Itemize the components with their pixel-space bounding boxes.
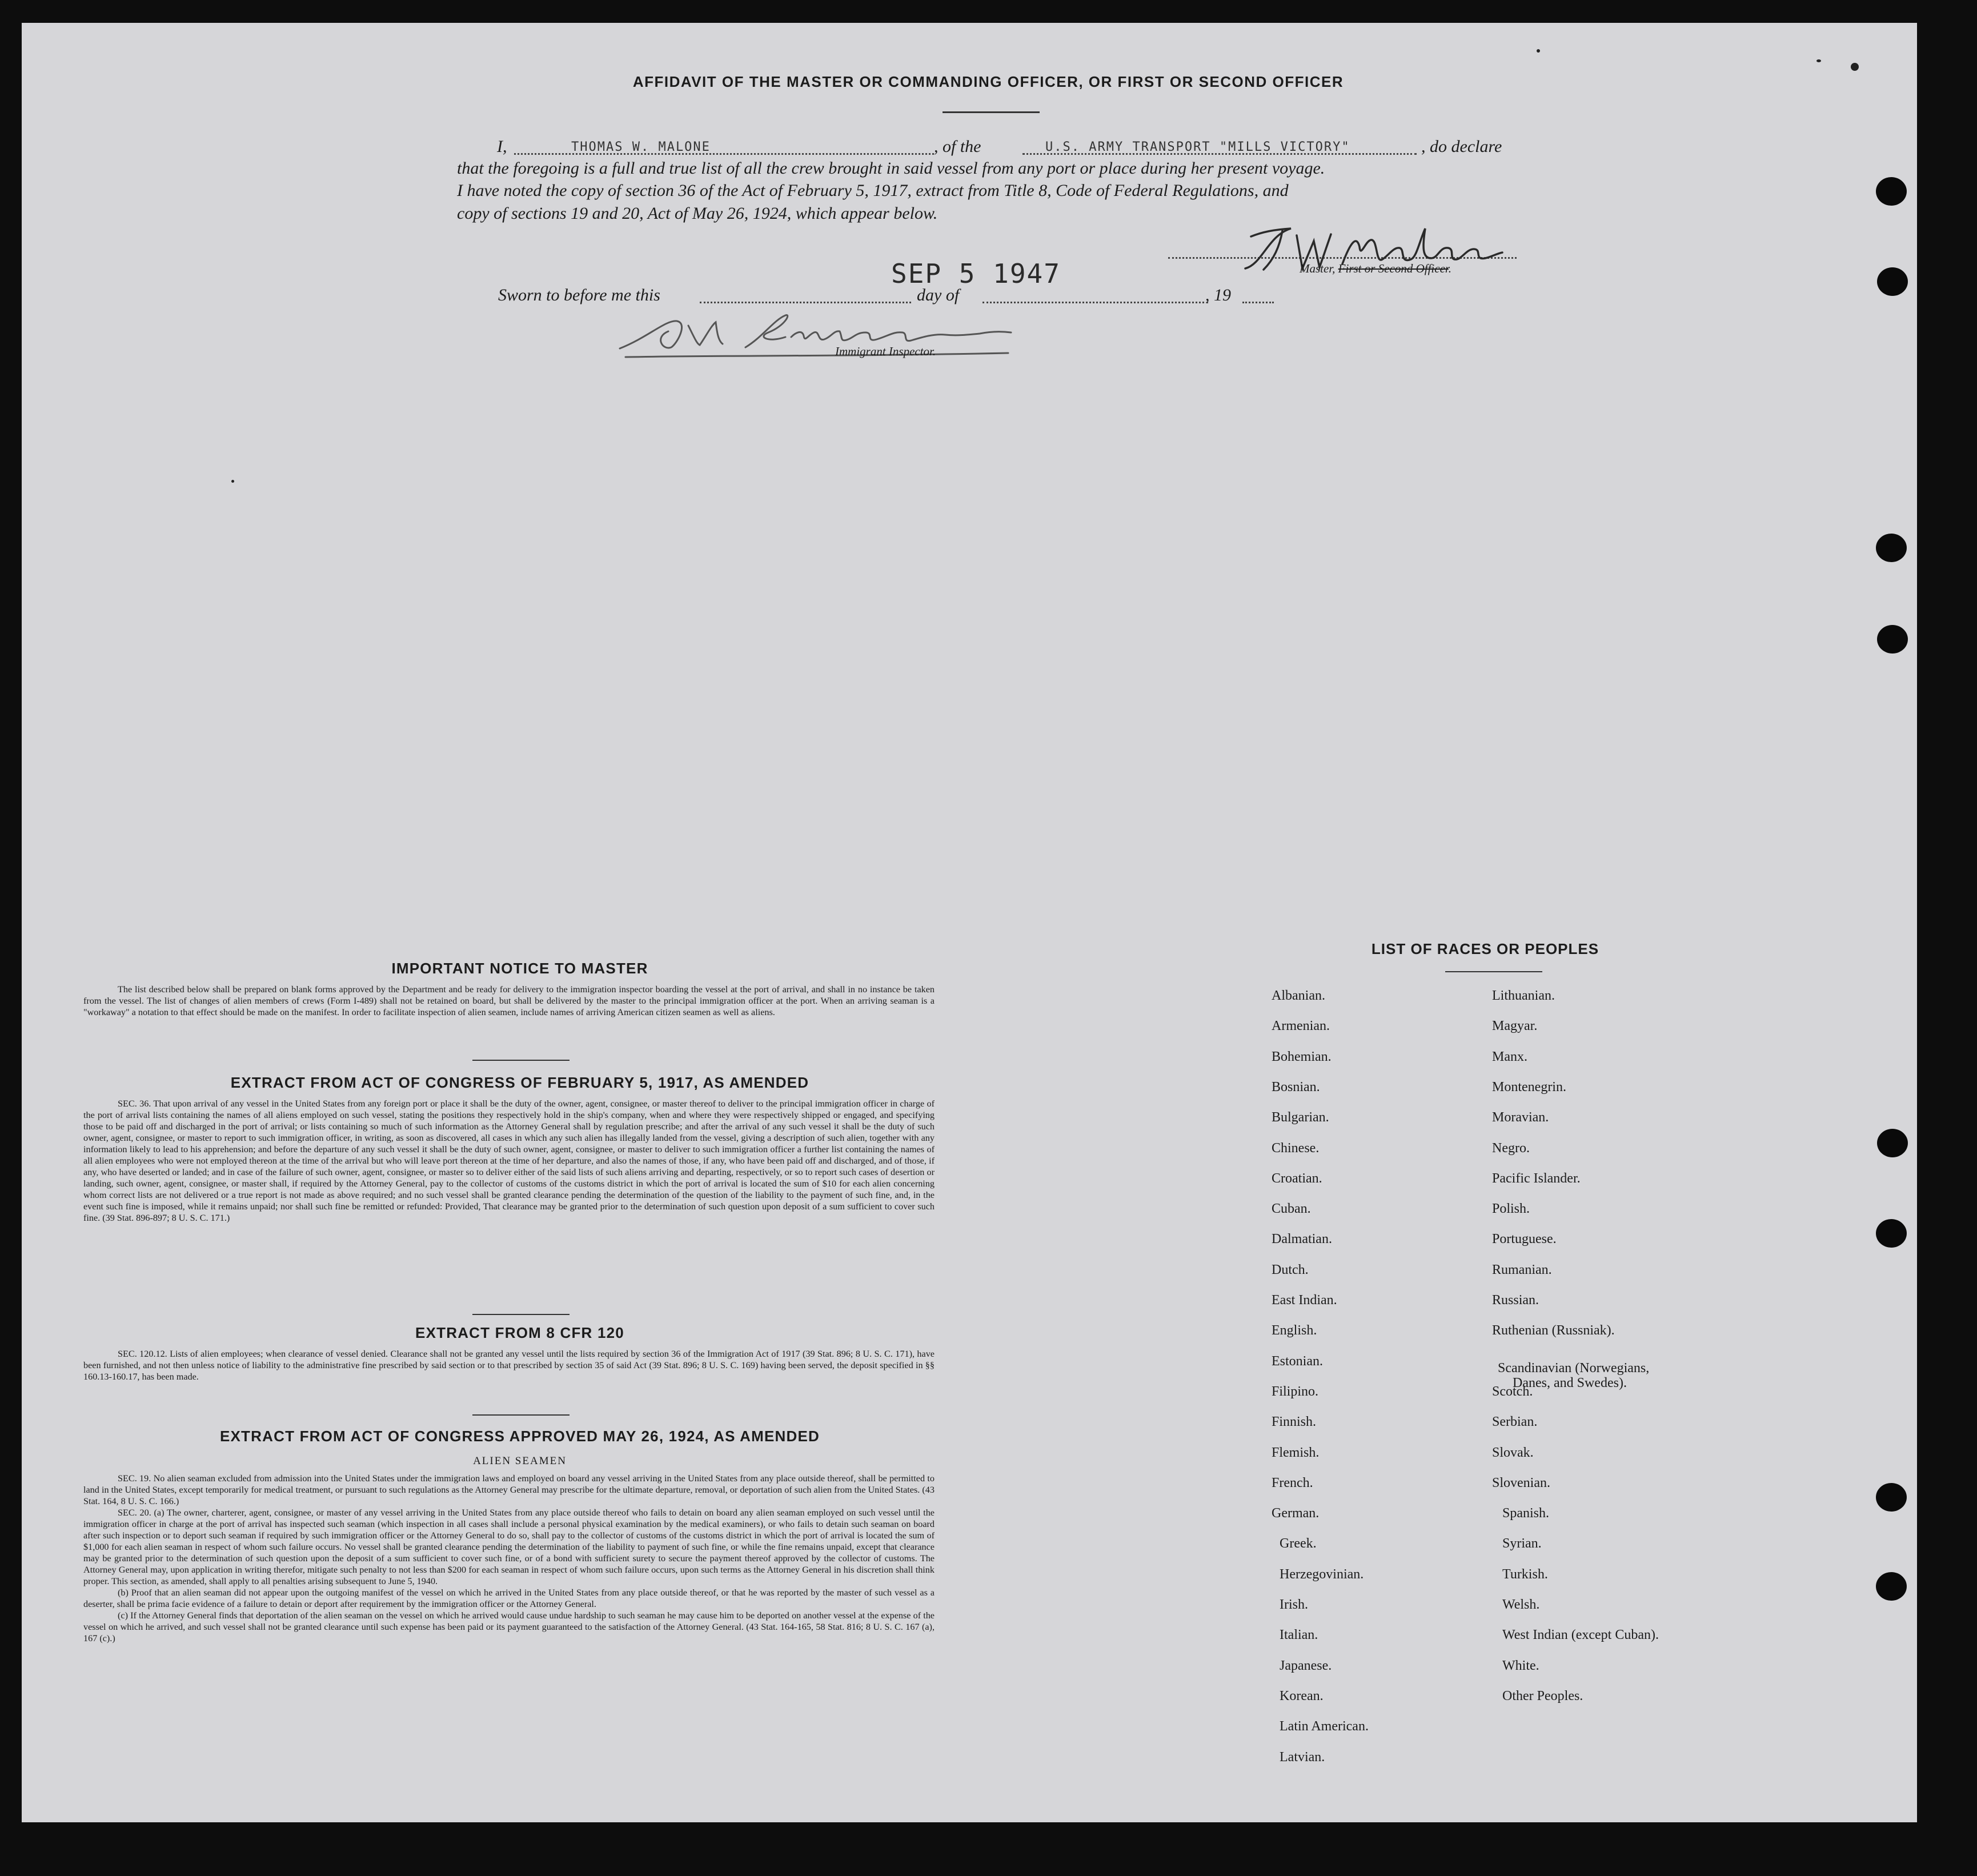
sworn-label: Sworn to before me this bbox=[498, 286, 660, 304]
affidavit-do-declare: , do declare bbox=[1421, 137, 1502, 156]
section-divider bbox=[472, 1314, 570, 1315]
race-item: Pacific Islander. bbox=[1492, 1171, 1581, 1186]
race-item: Lithuanian. bbox=[1492, 988, 1555, 1003]
punch-hole bbox=[1877, 1129, 1908, 1157]
race-item: Herzegovinian. bbox=[1280, 1566, 1364, 1582]
sec-20b-paragraph: (b) Proof that an alien seaman did not appear upon the outgoing manifest of the vessel on which he arrived in the United States from any place outside thereof, or that he was reported by the master of such vessel as a deserter, shall be prima facie evidence of a failure to detain or deport after requirement by the immigration officer or the Attorney General. bbox=[83, 1588, 935, 1609]
races-underline bbox=[1445, 971, 1542, 972]
race-item: Irish. bbox=[1280, 1597, 1308, 1612]
race-item: Italian. bbox=[1280, 1628, 1318, 1643]
race-item: Dutch. bbox=[1272, 1262, 1309, 1277]
race-item: Scotch. bbox=[1492, 1384, 1533, 1399]
punch-hole bbox=[1876, 177, 1907, 206]
sworn-year-line bbox=[1242, 302, 1274, 303]
sworn-month-line bbox=[983, 302, 1208, 303]
inspector-signature bbox=[614, 303, 1014, 366]
race-item: Negro. bbox=[1492, 1140, 1530, 1156]
race-item: Estonian. bbox=[1272, 1353, 1323, 1369]
race-item: Portuguese. bbox=[1492, 1232, 1557, 1247]
punch-hole bbox=[1876, 1219, 1907, 1248]
sworn-day-of: day of bbox=[917, 286, 960, 304]
race-item: Russian. bbox=[1492, 1293, 1539, 1308]
race-item: Latin American. bbox=[1280, 1719, 1369, 1734]
extract-cfr-text bbox=[83, 1348, 935, 1382]
race-item: Greek. bbox=[1280, 1536, 1317, 1552]
notice-text bbox=[83, 984, 935, 1018]
race-item: Serbian. bbox=[1492, 1414, 1538, 1430]
race-item: Slovak. bbox=[1492, 1445, 1534, 1460]
section-divider bbox=[472, 1414, 570, 1416]
race-item: Bulgarian. bbox=[1272, 1110, 1329, 1125]
punch-hole bbox=[1876, 1483, 1907, 1512]
race-item: West Indian (except Cuban). bbox=[1502, 1628, 1659, 1643]
race-item: Korean. bbox=[1280, 1688, 1324, 1703]
race-item: East Indian. bbox=[1272, 1293, 1337, 1308]
race-item: Bosnian. bbox=[1272, 1079, 1320, 1095]
race-item: English. bbox=[1272, 1323, 1317, 1338]
extract-cfr-title: EXTRACT FROM 8 CFR 120 bbox=[415, 1324, 624, 1341]
notice-title: IMPORTANT NOTICE TO MASTER bbox=[391, 960, 648, 977]
punch-hole bbox=[1876, 534, 1907, 562]
punch-hole bbox=[1876, 1572, 1907, 1601]
race-item: Syrian. bbox=[1502, 1536, 1542, 1552]
inspector-caption: Immigrant Inspector. bbox=[835, 344, 936, 358]
race-item: Chinese. bbox=[1272, 1140, 1320, 1156]
race-item: Flemish. bbox=[1272, 1445, 1320, 1460]
race-item: Bohemian. bbox=[1272, 1049, 1332, 1064]
race-item: Ruthenian (Russniak). bbox=[1492, 1323, 1615, 1338]
master-caption-label: Master, bbox=[1300, 262, 1336, 275]
affidavit-of-the: , of the bbox=[934, 137, 981, 156]
master-name: THOMAS W. MALONE bbox=[571, 140, 711, 154]
date-stamp: SEP 5 1947 bbox=[891, 258, 1061, 289]
race-item: German. bbox=[1272, 1506, 1320, 1521]
affidavit-i: I, bbox=[497, 137, 507, 156]
struck-caption: First or Second Officer bbox=[1338, 262, 1449, 275]
race-item: Scandinavian (Norwegians, bbox=[1498, 1360, 1650, 1376]
race-item: Manx. bbox=[1492, 1049, 1527, 1064]
race-item: Slovenian. bbox=[1492, 1475, 1550, 1490]
race-item: Montenegrin. bbox=[1492, 1079, 1566, 1095]
sec-120-12-paragraph: SEC. 120.12. Lists of alien employees; when clearance of vessel denied. Clearance shall not be granted any vessel until the lists required by section 36 of the Immigration Act of 1917 (39 Stat. 896; 8 U. S. C. 171), have been furnished, and not then unless notice of liability to the administrative fine prescribed by said section or to that prescribed by section 35 of said Act (39 Stat. 896; 8 U. S. C. 169) having been served, the deposit specified in §§ 160.13-160.17, has been made. bbox=[83, 1349, 935, 1382]
title-underline bbox=[943, 111, 1040, 113]
races-title: LIST OF RACES OR PEOPLES bbox=[1371, 940, 1599, 957]
alien-seamen-subtitle: ALIEN SEAMEN bbox=[473, 1455, 567, 1467]
race-item: Welsh. bbox=[1502, 1597, 1540, 1612]
race-item: Cuban. bbox=[1272, 1201, 1311, 1217]
sworn-year-prefix: , 19 bbox=[1205, 286, 1231, 304]
race-item: Rumanian. bbox=[1492, 1262, 1552, 1277]
race-item: Albanian. bbox=[1272, 988, 1325, 1003]
sec-20a-paragraph: SEC. 20. (a) The owner, charterer, agent, consignee, or master of any vessel arriving in the United States from any place outside thereof who fails to detain on board any alien seaman employed on such vessel until the immigration officer in charge at the port of arrival has inspected such seaman (which inspection in all cases shall include a personal physical examination by the medical examiners), or who fails to detain such seaman on board after such inspection or to deport such seaman if required by such immigration officer or the Attorney General to do so, shall pay to the collector of customs of the customs district in which the port of arrival is located the sum of $1,000 for each alien seaman in respect of whom such failure occurs. No vessel shall be granted clearance pending the determination of the liability to payment of such fine, or while the fine remains unpaid, except that clearance may be granted prior to the determination of such question upon the deposit of a sum sufficient to cover such fine, or of a bond with sufficient surety to secure the payment thereof approved by the collector of customs. The Attorney General may, upon application in writing therefor, mitigate such penalty to not less than $200 for each seaman in respect of whom such failure occurs, upon such terms as the Attorney General in his discretion shall think proper. This section, as amended, shall apply to all penalties arising subsequent to June 5, 1940. bbox=[83, 1508, 935, 1586]
sec-36-paragraph: SEC. 36. That upon arrival of any vessel in the United States from any foreign port or place it shall be the duty of the owner, agent, consignee, or master thereof to deliver to the principal immigration officer in charge of the port of arrival lists containing the names of all aliens employed on such vessel, stating the positions they respectively hold in the ship's company, when and where they were respectively shipped or engaged, and specifying those to be paid off and discharged in the port of arrival; or lists containing so much of such information as the Attorney General shall by regulation prescribe; and after the arrival of any such vessel it shall be the duty of such owner, agent, consignee, or master to report to such immigration officer, in writing, as soon as discovered, all cases in which any such alien has illegally landed from the vessel, giving a description of such alien, together with any information likely to lead to his apprehension; and before the departure of any such vessel it shall be the duty of such owner, agent, consignee, or master to deliver to such immigration officer a further list containing the names of all alien employees who were not employed thereon at the time of the arrival but who will leave port thereon at the time of her departure, and also the names of those, if any, who have been paid off and discharged, and of those, if any, who have deserted or landed; and in case of the failure of such owner, agent, consignee, or master so to deliver either of the said lists of such aliens arriving and departing, respectively, or so to report such cases of desertion or landing, such owner, agent, consignee, or master shall, if required by the Attorney General, pay to the collector of customs of the customs district in which the port of arrival is located the sum of $10 for each alien concerning whom correct lists are not delivered or a true report is not made as above required; and no such vessel shall be granted clearance pending the determination of the question of the liability to the payment of such fine, and, in the event such fine is imposed, while it remains unpaid; nor shall such fine be remitted or refunded: Provided, That clearance may be granted prior to the determination of such question upon deposit of a sum sufficient to cover such fine. (39 Stat. 896-897; 8 U. S. C. 171.) bbox=[83, 1099, 935, 1223]
race-item: White. bbox=[1502, 1658, 1539, 1673]
affidavit-line-2: that the foregoing is a full and true list of all the crew brought in said vessel from any port or place during her present voyage. bbox=[457, 159, 1325, 178]
race-item: Moravian. bbox=[1492, 1110, 1549, 1125]
paper-speck bbox=[1537, 49, 1540, 53]
notice-paragraph: The list described below shall be prepared on blank forms approved by the Department and be ready for delivery to the immigration inspector boarding the vessel at the port of arrival, and shall in no instance be taken from the vessel. The list of changes of alien members of crews (Form I-489) shall not be retained on board, but shall be delivered by the master to the principal immigration officer at the port. When an arriving seaman is a "workaway" a notation to that effect should be made on the manifest. In order to facilitate inspection of alien seamen, include names of arriving American citizen seamen as well as aliens. bbox=[83, 984, 935, 1017]
paper-speck bbox=[1816, 59, 1821, 62]
extract-1917-title: EXTRACT FROM ACT OF CONGRESS OF FEBRUARY 5, 1917, AS AMENDED bbox=[230, 1074, 809, 1091]
extract-1917-text bbox=[83, 1098, 935, 1224]
extract-1924-title: EXTRACT FROM ACT OF CONGRESS APPROVED MAY 26, 1924, AS AMENDED bbox=[219, 1428, 820, 1445]
master-caption: Master, First or Second Officer. bbox=[1300, 262, 1451, 275]
race-item: Finnish. bbox=[1272, 1414, 1317, 1430]
race-item: Croatian. bbox=[1272, 1171, 1322, 1186]
punch-hole bbox=[1877, 625, 1908, 654]
race-item: Danes, and Swedes). bbox=[1513, 1375, 1627, 1390]
race-item: Dalmatian. bbox=[1272, 1232, 1332, 1247]
extract-1924-text bbox=[83, 1473, 935, 1644]
affidavit-title: AFFIDAVIT OF THE MASTER OR COMMANDING OFFICER, OR FIRST OR SECOND OFFICER bbox=[632, 73, 1344, 90]
sec-19-paragraph: SEC. 19. No alien seaman excluded from admission into the United States under the immigration laws and employed on board any vessel arriving in the United States from any place outside thereof, shall be permitted to land in the United States, except temporarily for medical treatment, or pursuant to such regulations as the Attorney General may prescribe for the ultimate departure, removal, or deportation of such alien from the United States. (43 Stat. 164, 8 U. S. C. 166.) bbox=[83, 1473, 935, 1506]
race-item: Japanese. bbox=[1280, 1658, 1332, 1673]
race-item: Filipino. bbox=[1272, 1384, 1319, 1399]
paper-speck bbox=[1851, 63, 1859, 71]
section-divider bbox=[472, 1060, 570, 1061]
affidavit-line-4: copy of sections 19 and 20, Act of May 26, 1924, which appear below. bbox=[457, 204, 938, 223]
race-item: Other Peoples. bbox=[1502, 1688, 1583, 1703]
race-item: French. bbox=[1272, 1475, 1313, 1490]
race-item: Spanish. bbox=[1502, 1506, 1550, 1521]
vessel-name: U.S. ARMY TRANSPORT "MILLS VICTORY" bbox=[1045, 140, 1350, 154]
punch-hole bbox=[1877, 267, 1908, 296]
paper-speck bbox=[231, 480, 234, 483]
race-item: Turkish. bbox=[1502, 1566, 1548, 1582]
race-item: Polish. bbox=[1492, 1201, 1530, 1217]
affidavit-line-3: I have noted the copy of section 36 of the Act of February 5, 1917, extract from Title 8, Code of Federal Regulations, and bbox=[457, 181, 1289, 200]
race-item: Armenian. bbox=[1272, 1019, 1330, 1034]
race-item: Magyar. bbox=[1492, 1019, 1538, 1034]
sec-20c-paragraph: (c) If the Attorney General finds that deportation of the alien seaman on the vessel on which he arrived would cause undue hardship to such seaman he may cause him to be deported on another vessel at the expense of the vessel on which he arrived, and such vessel shall not be granted clearance until such expense has been paid or its payment guaranteed to the satisfaction of the Attorney General. (43 Stat. 164-165, 58 Stat. 816; 8 U. S. C. 167 (a), 167 (c).) bbox=[83, 1610, 935, 1643]
race-item: Latvian. bbox=[1280, 1749, 1325, 1765]
